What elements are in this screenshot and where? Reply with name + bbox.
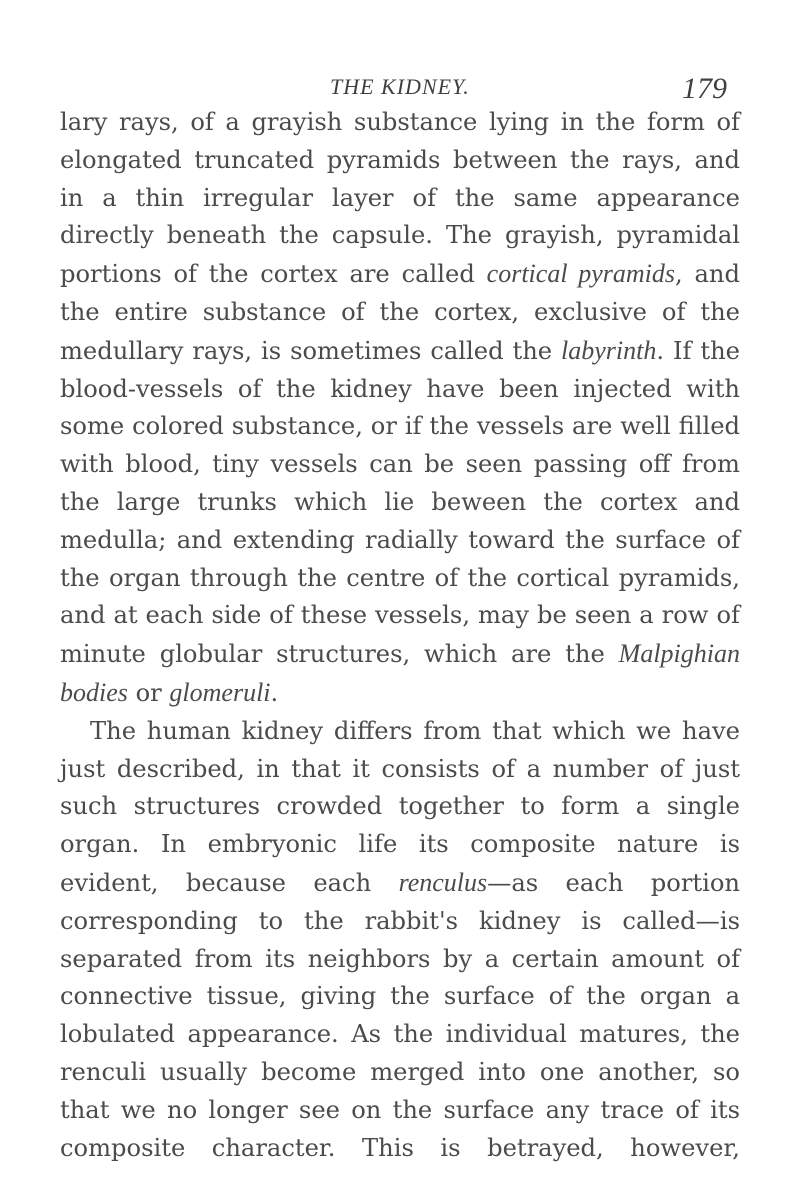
paragraph-1-text-3: . If the blood-vessels of the kidney have been injected with some colored substance, or if the vessels are well filled with blood, tiny vessels can be seen passing off from the large trunks which lie beween the cortex and medulla; and extending radially toward the surface of the organ through the centre of the cortical pyramids, and at each side of these vessels, may be seen a row of minute globular structures, which are the [60, 336, 740, 669]
paragraph-2-text-2: —as each portion corresponding to the rabbit's kidney is called—is separated from its neighbors by a certain amount of connective tissue, giving the surface of the organ a lobulated appearance. As the individual matures, the renculi usually become merged into one another, so that we no longer see on the surface any trace of its composite character. This is betrayed, however, [60, 868, 740, 1162]
paragraph-2 [60, 713, 740, 1168]
paragraph-1-text-5: . [270, 678, 279, 707]
body-text [60, 104, 740, 1167]
term-glomeruli: glomeruli [169, 677, 271, 707]
paragraph-1-text-2: , and the entire substance of the cortex, exclusive of the medullary rays, is sometimes called the [60, 260, 740, 365]
page-number: 179 [682, 72, 727, 105]
paragraph-2-text-1: The human kidney differs from that which we have just described, in that it consists of a number of just such structures crowded together to form a single organ. In embryonic life its composite nature is evident, because each [60, 716, 740, 897]
paragraph-1 [60, 104, 740, 713]
term-renculus: renculus [398, 867, 488, 897]
running-title: THE KIDNEY. [330, 74, 470, 99]
paragraph-1-text-4: or [127, 678, 170, 707]
paragraph-1-text-1: lary rays, of a grayish substance lying in the form of elongated truncated pyramids between the rays, and in a thin irregular layer of the same appearance directly beneath the capsule. The grayish, pyramidal portions of the cortex are called [60, 108, 740, 289]
term-cortical-pyramids: cortical pyramids [486, 259, 675, 289]
term-labyrinth: labyrinth [561, 335, 657, 365]
term-malpighian-bodies: Malpighian bodies [60, 639, 740, 707]
